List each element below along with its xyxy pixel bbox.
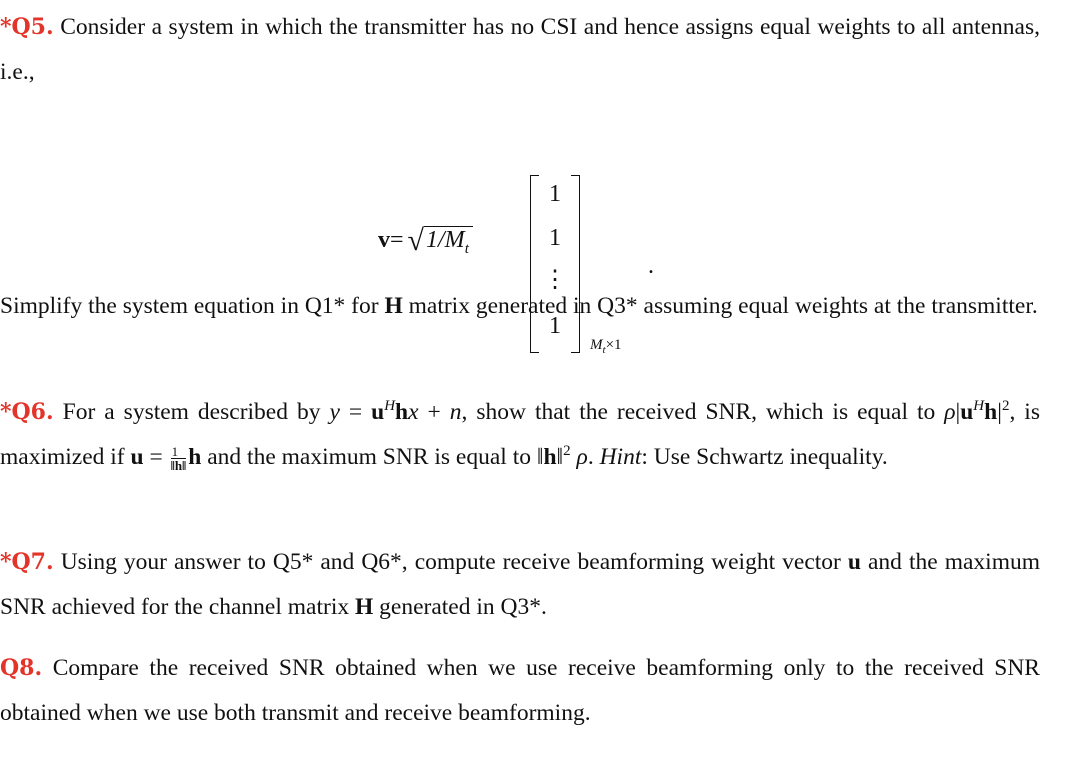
q8-label: Q8. — [0, 655, 43, 681]
q7-label: *Q7. — [0, 549, 54, 575]
q8-body: Q8. Compare the received SNR obtained when we use receive beamforming only to the received SNR obtained when we use both transmit and receive beamforming. — [0, 655, 1040, 726]
vector-entry: 1 — [549, 181, 561, 207]
q5-intro: *Q5. Consider a system in which the transmitter has no CSI and hence assigns equal weights to all antennas, i.e., — [0, 14, 1040, 85]
vector-v: v — [378, 227, 390, 253]
q7-body: *Q7. Using your answer to Q5* and Q6*, compute receive beamforming weight vector u and the maximum SNR achieved for the channel matrix H generated in Q3*. — [0, 549, 1040, 620]
q5-body: Simplify the system equation in Q1* for H matrix generated in Q3* assuming equal weights at the transmitter. — [0, 293, 1038, 319]
dimension-label: $M_t\times 1$ — [590, 337, 622, 356]
q6-label: *Q6. — [0, 399, 54, 425]
equation-period: . — [648, 253, 654, 279]
q6-body: *Q6. For a system described by $y = u^Hhx + n$, show that the received SNR, which is equal to $\rho|u^Hh|^2$, is maximized if u = $\frac{1}{‖h‖}$ h and the maximum SNR is equal to ‖h‖$^2$ ρ. Hint: Use Schwartz inequality. — [0, 398, 1040, 473]
equation-lhs: $v=√1/M_t$ — [378, 224, 473, 258]
vector-entry-dots: ⋮ — [543, 267, 567, 293]
sqrt-term: $√1/M_t$ — [408, 224, 473, 258]
vector-entry: 1 — [549, 225, 561, 251]
fraction-one-over-norm: $\frac{1}{‖h‖}$ — [170, 444, 187, 473]
q5-label: *Q5. — [0, 14, 54, 40]
vector-entry: 1 — [549, 313, 561, 339]
